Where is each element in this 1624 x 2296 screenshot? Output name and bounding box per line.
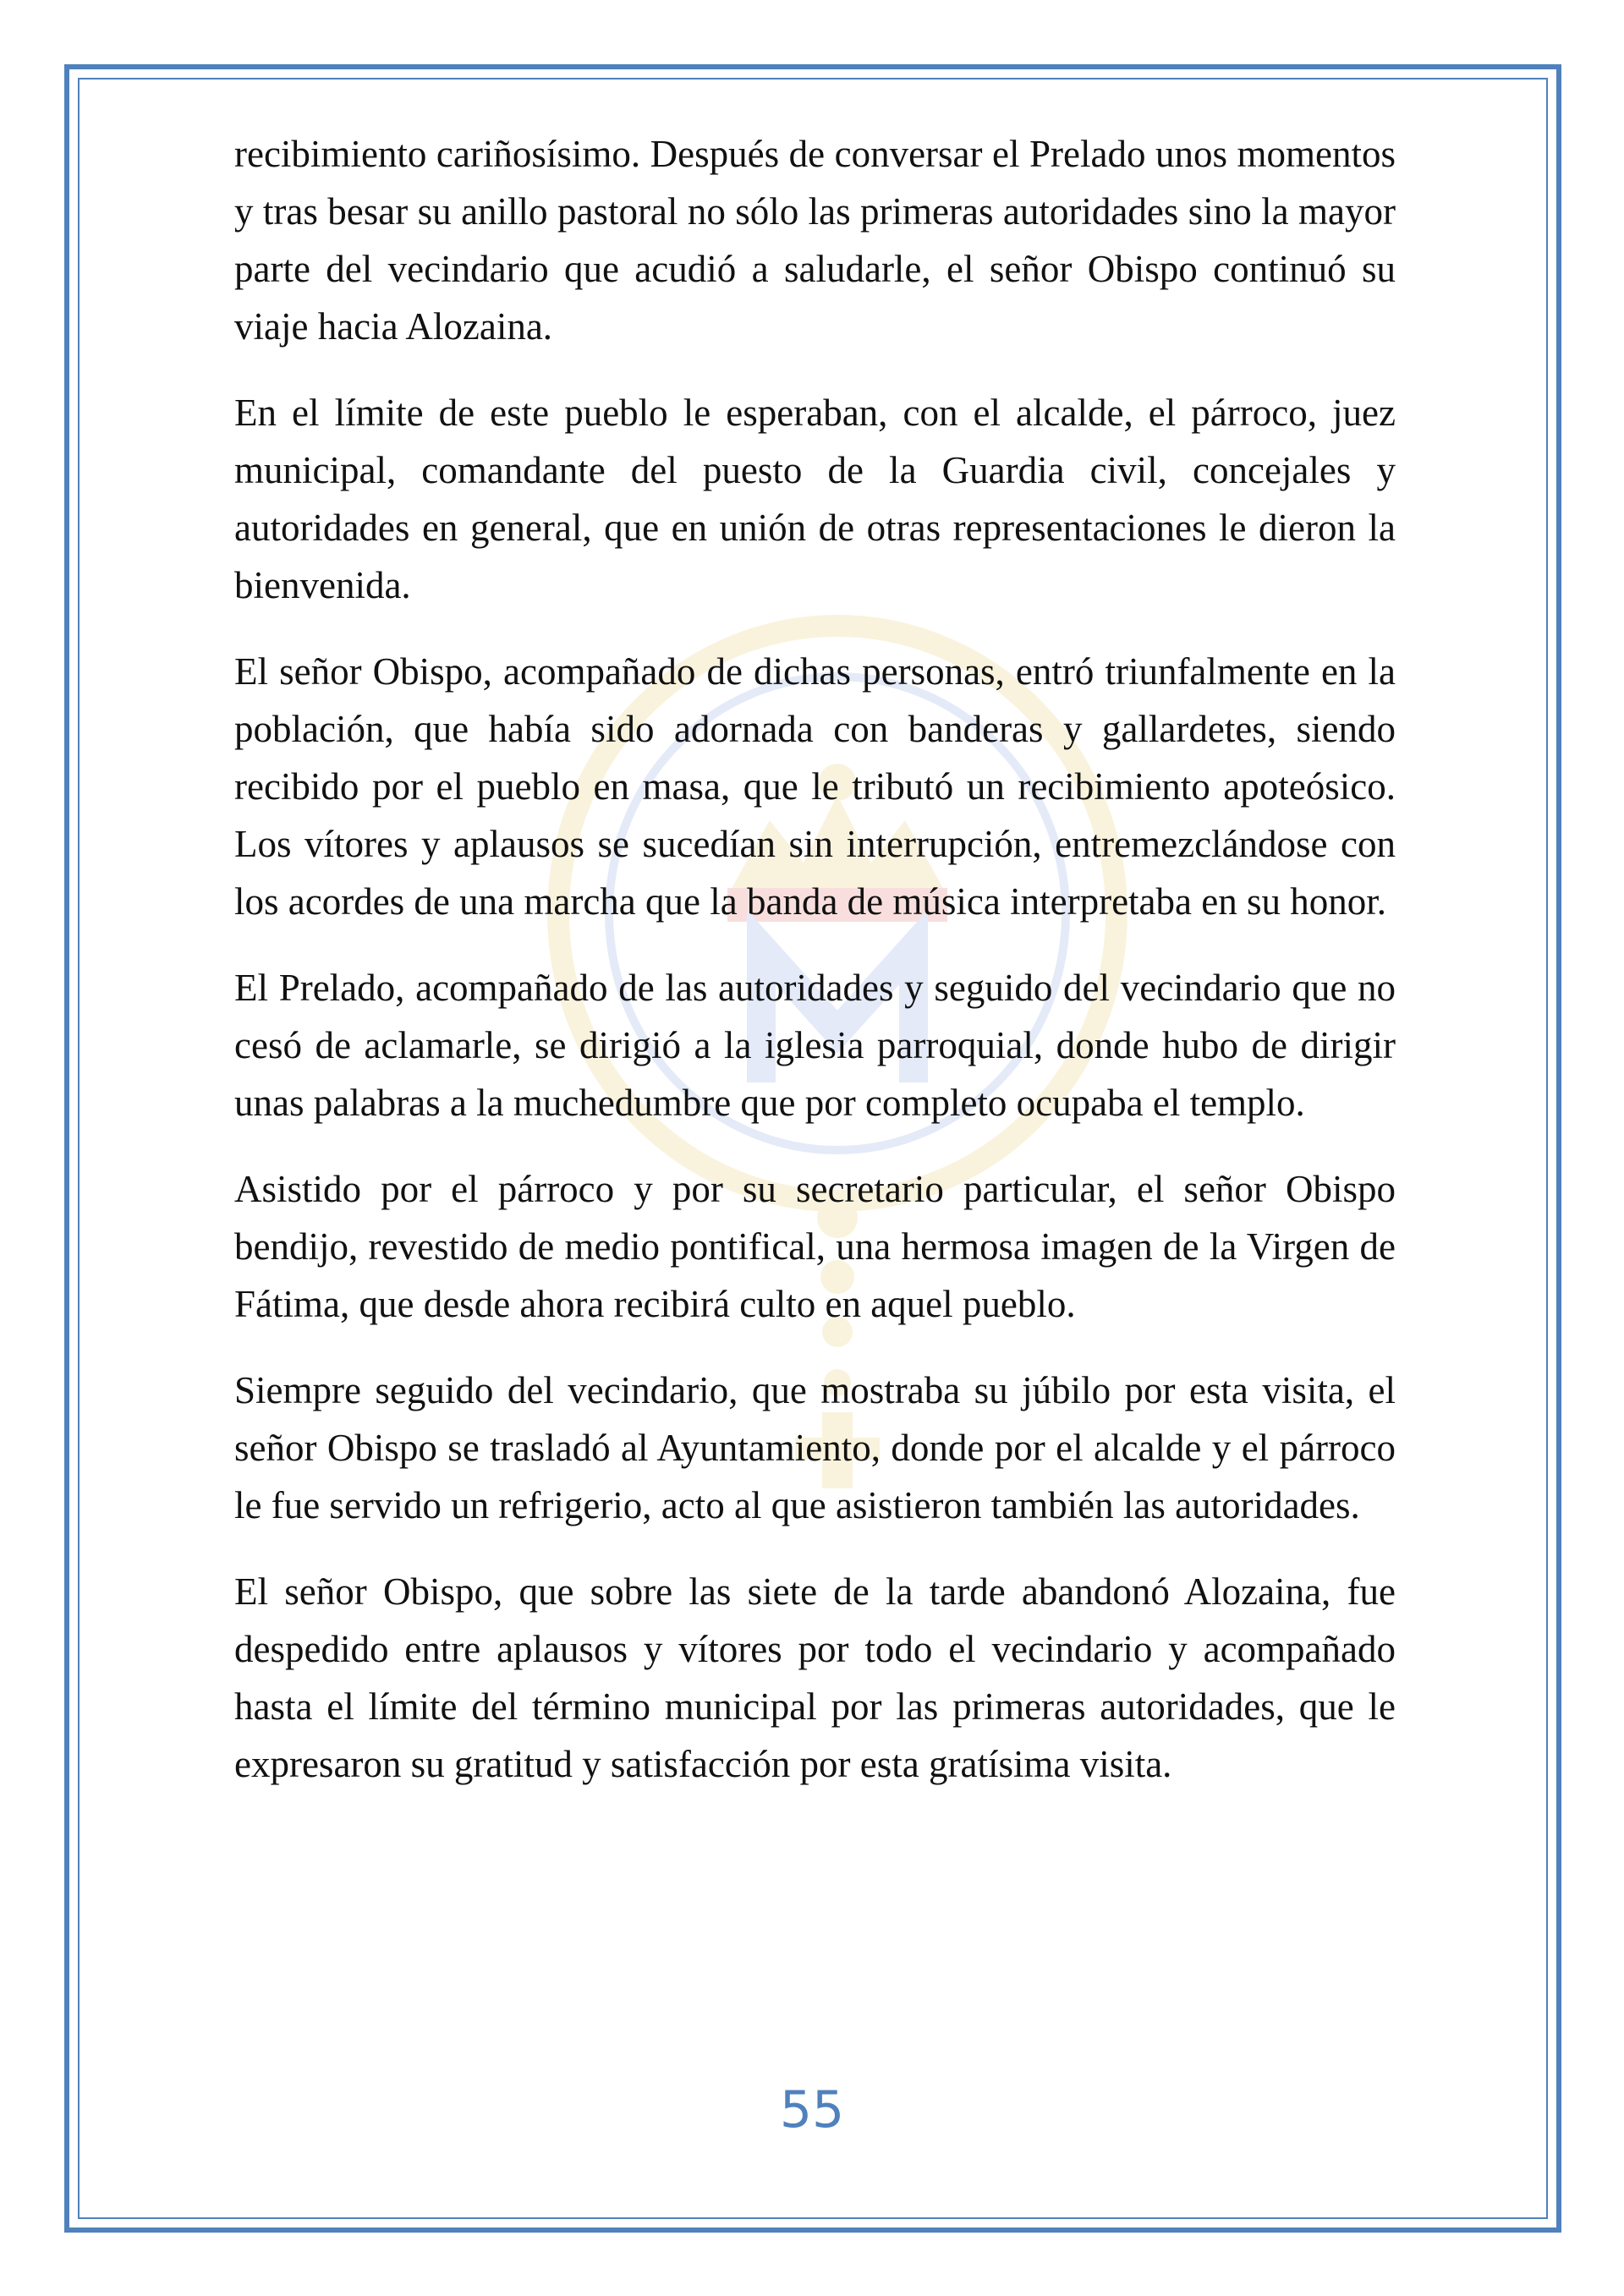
page-number: 55 [779,2080,845,2140]
paragraph-2: En el límite de este pueblo le esperaban, con el alcalde, el párroco, juez municipal, comandante del puesto de la Guardia civil, concejales y autoridades en general, que en unión de otras representaciones le dieron la bienvenida. [234,392,1396,606]
paragraph-5: Asistido por el párroco y por su secretario particular, el señor Obispo bendijo, revestido de medio pontifical, una hermosa imagen de la Virgen de Fátima, que desde ahora recibirá culto en aquel pueblo. [234,1168,1396,1325]
document-body [234,125,1396,1822]
paragraph-7: El señor Obispo, que sobre las siete de la tarde abandonó Alozaina, fue despedido entre aplausos y vítores por todo el vecindario y acompañado hasta el límite del término municipal por las primeras autoridades, que le expresaron su gratitud y satisfacción por esta gratísima visita. [234,1570,1396,1785]
paragraph-6: Siempre seguido del vecindario, que mostraba su júbilo por esta visita, el señor Obispo se trasladó al Ayuntamiento, donde por el alcalde y el párroco le fue servido un refrigerio, acto al que asistieron también las autoridades. [234,1369,1396,1526]
paragraph-1: recibimiento cariñosísimo. Después de conversar el Prelado unos momentos y tras besar su anillo pastoral no sólo las primeras autoridades sino la mayor parte del vecindario que acudió a saludarle, el señor Obispo continuó su viaje hacia Alozaina. [234,133,1396,348]
paragraph-4: El Prelado, acompañado de las autoridades y seguido del vecindario que no cesó de aclamarle, se dirigió a la iglesia parroquial, donde hubo de dirigir unas palabras a la muchedumbre que por completo ocupaba el templo. [234,967,1396,1124]
paragraph-3: El señor Obispo, acompañado de dichas personas, entró triunfalmente en la población, que había sido adornada con banderas y gallardetes, siendo recibido por el pueblo en masa, que le tributó un recibimiento apoteósico. Los vítores y aplausos se sucedían sin interrupción, entremezclándose con los acordes de una marcha que la banda de música interpretaba en su honor. [234,650,1396,923]
